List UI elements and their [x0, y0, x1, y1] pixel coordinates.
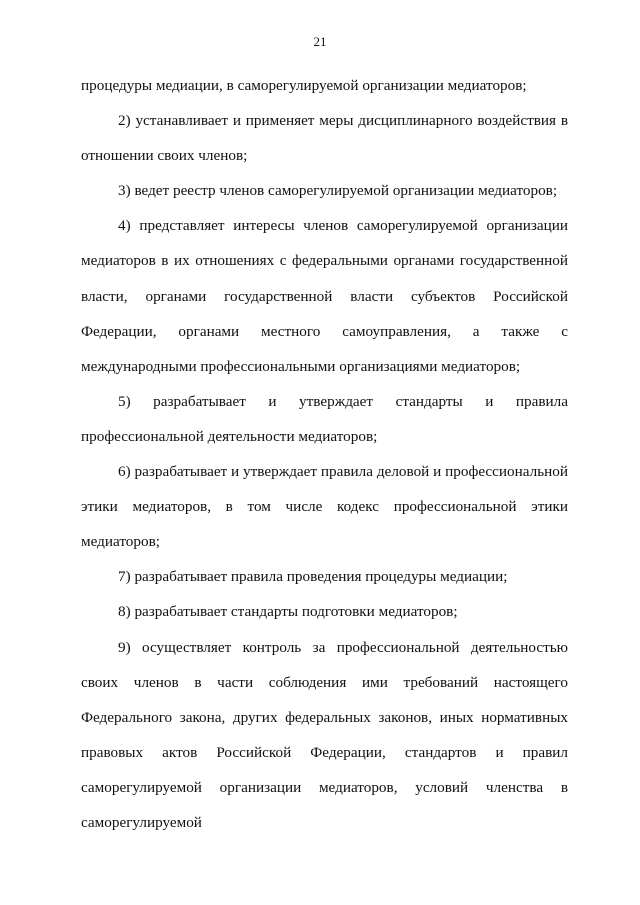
paragraph-item-2: 2) устанавливает и применяет меры дисциплинарного воздействия в отношении своих членов;	[81, 112, 568, 165]
paragraph-item-3: 3) ведет реестр членов саморегулируемой организации медиаторов;	[118, 182, 558, 200]
paragraph-item-6: 6) разрабатывает и утверждает правила деловой и профессиональной этики медиаторов, в том числе кодекс профессиональной этики медиаторов;	[81, 463, 568, 551]
paragraph-item-7: 7) разрабатывает правила проведения процедуры медиации;	[118, 568, 508, 586]
paragraph-continuation: процедуры медиации, в саморегулируемой организации медиаторов;	[81, 77, 527, 94]
paragraph-item-5: 5) разрабатывает и утверждает стандарты и правила профессиональной деятельности медиаторов;	[81, 392, 568, 445]
paragraph-item-8: 8) разрабатывает стандарты подготовки медиаторов;	[118, 603, 458, 621]
page-number: 21	[313, 34, 327, 49]
paragraph-item-9: 9) осуществляет контроль за профессиональной деятельностью своих членов в части соблюдения ими требований настоящего Федерального закона, других федеральных законов, иных нормативных правовых актов Российской Федерации, стандартов и правил саморегулируемой организации медиаторов, условий членства в саморегулируемой	[81, 638, 568, 831]
paragraph-item-4: 4) представляет интересы членов саморегулируемой организации медиаторов в их отношениях с федеральными органами государственной власти, органами государственной власти субъектов Российской Федерации, органами местного самоуправления, а также с международными профессиональными организациями медиаторов;	[81, 217, 568, 375]
document-body	[81, 68, 568, 840]
